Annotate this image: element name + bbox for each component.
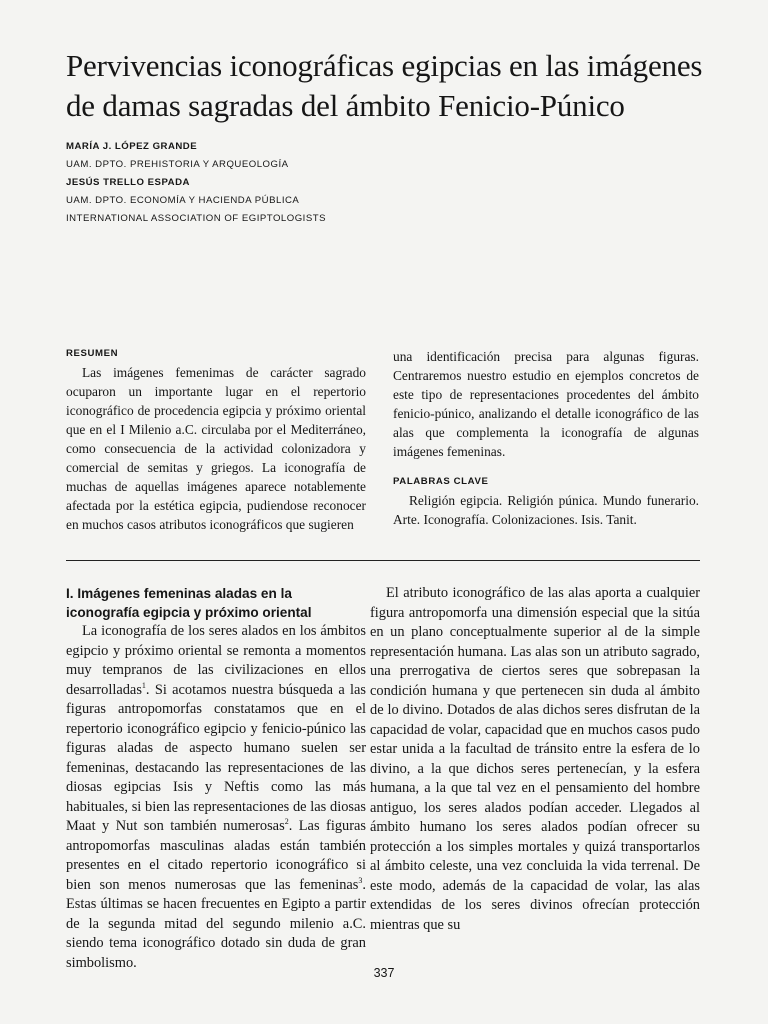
section-divider	[66, 560, 700, 561]
abstract-text: Las imágenes femenimas de carácter sagrado ocuparon un importante lugar en el repertorio iconográfico de procedencia egipcia y próximo oriental que en el I Milenio a.C. circulaba por el Mediterráneo, como consecuencia de la actividad colonizadora y comercial de semitas y griegos. La iconografía de muchas de aquellas imágenes aparece notablemente afectada por la estética egipcia, pudiendose reconocer en muchos casos atributos iconográficos que sugieren	[66, 365, 366, 532]
author-affiliation: UAM. DPTO. ECONOMÍA Y HACIENDA PÚBLICA	[66, 195, 300, 206]
body-text: . Estas últimas se hacen frecuentes en Egipto a partir de la segunda mitad del segundo milenio a.C. siendo tema iconográfico dotado sin duda de gran simbolismo.	[66, 876, 366, 971]
page-number: 337	[373, 966, 395, 980]
author-block	[66, 138, 666, 228]
footnote-ref[interactable]: 2	[284, 817, 289, 827]
keywords-text: Religión egipcia. Religión púnica. Mundo funerario. Arte. Iconografía. Colonizaciones. Isis. Tanit.	[393, 493, 699, 527]
keywords-heading: PALABRAS CLAVE	[393, 476, 489, 487]
article-title: Pervivencias iconográficas egipcias en las imágenes de damas sagradas del ámbito Fenicio-Púnico	[66, 48, 703, 123]
abstract-right-column	[393, 347, 699, 529]
abstract-left-column	[66, 347, 366, 534]
abstract-heading: RESUMEN	[66, 348, 119, 359]
body-paragraph: El atributo iconográfico de las alas aporta a cualquier figura antropomorfa una dimensión especial que la sitúa en un plano conceptualmente superior al de la simple representación humana. Las alas son un atributo sagrado, una prerrogativa de ciertos seres que sobrepasan la condición humana y que pertenecen sin duda al ámbito de lo divino. Dotados de alas dichos seres disfrutan de la capacidad de volar, capacidad que en muchos casos pudo estar unida a la facultad de tránsito entre la esfera de lo divino, a la que dichos seres pertenecían, y la esfera humana, a la que tal vez en el pensamiento del hombre antiguo, los seres alados podían acceder. Llegados al ámbito humano los seres alados podían ofrecer su protección a los simples mortales y quizá transportarlos al ámbito celeste, una vez concluida la vida terrenal. De este modo, además de la capacidad de volar, las alas extendidas de los seres divinos ofrecían protección mientras que su	[370, 585, 700, 933]
footnote-ref[interactable]: 1	[141, 680, 146, 690]
body-left-column	[66, 584, 366, 973]
body-text: . Si acotamos nuestra búsqueda a las figuras antropomorfas constatamos que en el repertorio iconográfico egipcio y fenicio-púnico las figuras aladas de aspecto humano suelen ser femeninas, destacando las representaciones de las diosas egipcias Isis y Neftis como las más habituales, si bien las representaciones de las diosas Maat y Nut son también numerosas	[66, 681, 366, 834]
author-name: MARÍA J. LÓPEZ GRANDE	[66, 141, 198, 152]
body-right-column	[370, 584, 700, 935]
footnote-ref[interactable]: 3	[358, 875, 363, 885]
author-affiliation: INTERNATIONAL ASSOCIATION OF EGIPTOLOGISTS	[66, 213, 326, 224]
body-text: . Las figuras antropomorfas masculinas aladas están también presentes en el citado repertorio iconográfico si bien son menos numerosas que las femeninas	[66, 818, 366, 893]
author-name: JESÚS TRELLO ESPADA	[66, 177, 190, 188]
author-affiliation: UAM. DPTO. PREHISTORIA Y ARQUEOLOGÍA	[66, 159, 289, 170]
body-paragraph	[66, 622, 366, 973]
body-text: La iconografía de los seres alados en los ámbitos egipcio y próximo oriental se remonta a momentos muy tempranos de las civilizaciones en ellos desarrolladas	[66, 623, 366, 698]
section-heading: I. Imágenes femeninas aladas en la iconografía egipcia y próximo oriental	[66, 586, 312, 620]
abstract-text-continued: una identificación precisa para algunas figuras. Centraremos nuestro estudio en ejemplos concretos de este tipo de representaciones procedentes del ámbito fenicio-púnico, analizando el detalle iconográfico de las alas que complementa la iconografía de algunas imágenes femeninas.	[393, 349, 699, 459]
